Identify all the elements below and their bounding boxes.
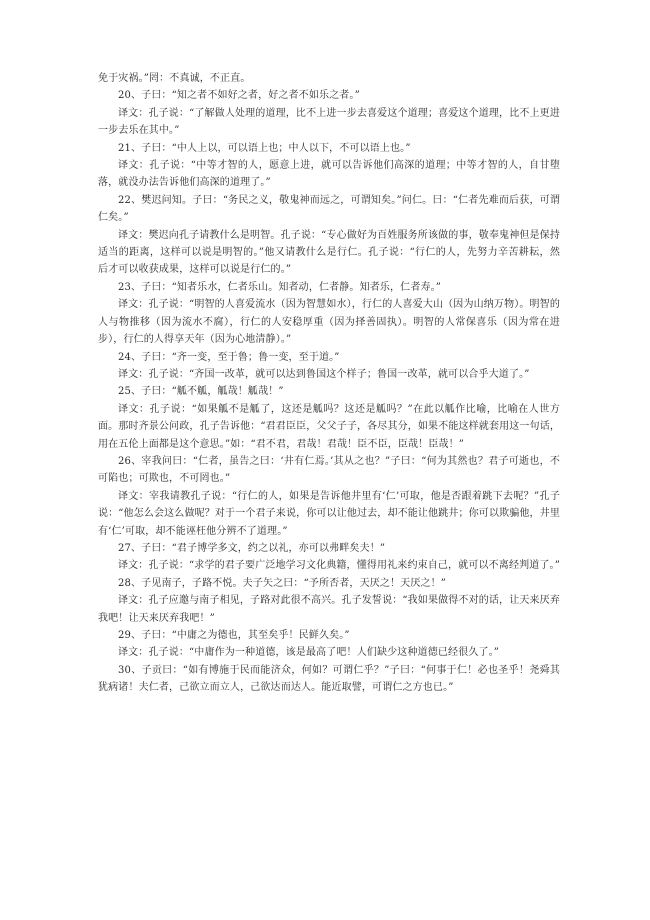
passage-29-original: 29、子曰：“中庸之为德也，其至矣乎！民鲜久矣。” bbox=[118, 630, 350, 641]
passage-25-translation: 译文：孔子说：“如果觚不是觚了，这还是觚吗？这还是觚吗？”在此以觚作比喻，比喻在人世方面。那时齐景公问政，孔子告诉他：“君君臣臣，父父子子，各尽其分，如果不能这样就套用这一句话，用在五伦上面都是这个意思。”如：“君不君，君哉！君哉！臣不臣，臣哉！臣哉！” bbox=[98, 403, 561, 450]
paragraph-continuation: 免于灾祸。”罔：不真诚，不正直。 bbox=[98, 73, 251, 84]
passage-30-original: 30、子贡曰：“如有博施于民而能济众，何如？可谓仁乎？”子曰：“何事于仁！必也圣乎！尧舜其犹病诸！夫仁者，己欲立而立人，己欲达而达人。能近取譬，可谓仁之方也已。” bbox=[98, 664, 560, 694]
passage-26-original: 26、宰我问曰：“仁者，虽告之曰：‘井有仁焉。’其从之也？”子曰：“何为其然也？君子可逝也，不可陷也；可欺也，不可罔也。” bbox=[98, 455, 560, 485]
passage-27-translation: 译文：孔子说：“求学的君子要广泛地学习文化典籍，懂得用礼来约束自己，就可以不离经判道了。” bbox=[118, 560, 560, 572]
document-page bbox=[98, 70, 560, 697]
passage-24-original: 24、子曰：“齐一变，至于鲁；鲁一变，至于道。” bbox=[118, 351, 340, 363]
passage-29-translation: 译文：孔子说：“中庸作为一种道德，该是最高了吧！人们缺少这种道德已经很久了。” bbox=[118, 647, 500, 659]
passage-22-original: 22、樊迟问知。子曰：“务民之义，敬鬼神而远之，可谓知矣。”问仁。曰：“仁者先难而后获，可谓仁矣。” bbox=[98, 194, 560, 224]
passage-27-original: 27、子曰：“君子博学多文，约之以礼，亦可以弗畔矣夫！” bbox=[118, 542, 386, 554]
passage-23-original: 23、子曰：“知者乐水，仁者乐山。知者动，仁者静。知者乐，仁者寿。” bbox=[118, 281, 442, 293]
passage-28-translation: 译文：孔子应邀与南子相见，子路对此很不高兴。孔子发誓说：“我如果做得不对的话，让天来厌弃我吧！让天来厌弃我吧！” bbox=[98, 595, 560, 624]
passage-20-original: 20、子曰：“知之者不如好之者，好之者不如乐之者。” bbox=[118, 90, 360, 102]
passage-23-translation: 译文：孔子说：“明智的人喜爱流水（因为智慧如水），行仁的人喜爱大山（因为山纳万物）。明智的人与物推移（因为流水不腐），行仁的人安稳厚重（因为择善固执）。明智的人常保喜乐（因为常在进步），行仁的人得享天年（因为心地清静）。” bbox=[98, 299, 560, 346]
passage-28-original: 28、子见南子，子路不悦。夫子矢之曰：“予所否者，天厌之！天厌之！” bbox=[118, 577, 447, 589]
passage-22-translation: 译文：樊迟向孔子请教什么是明智。孔子说：“专心做好为百姓服务所该做的事，敬奉鬼神但是保持适当的距离，这样可以说是明智的。”他又请教什么是行仁。孔子说：“行仁的人，先努力辛苦耕耘，然后才可以收获成果，这样可以说是行仁的。” bbox=[98, 229, 560, 276]
passage-26-translation: 译文：宰我请教孔子说：“行仁的人，如果是告诉他井里有‘仁’可取，他是否跟着跳下去呢？”孔子说：“他怎么会这么做呢？对于一个君子来说，你可以让他过去，却不能让他跳井；你可以欺骗他，井里有‘仁’可取，却不能诬枉他分辨不了道理。” bbox=[98, 490, 561, 537]
passage-25-original: 25、子曰：“觚不觚，觚哉！觚哉！” bbox=[118, 386, 284, 398]
passage-21-original: 21、子曰：“中人上以，可以语上也；中人以下，不可以语上也。” bbox=[118, 142, 411, 154]
passage-24-translation: 译文：孔子说：“齐国一改革，就可以达到鲁国这个样子；鲁国一改革，就可以合乎大道了。” bbox=[118, 368, 530, 380]
passage-20-translation: 译文：孔子说：“了解做人处理的道理，比不上进一步去喜爱这个道理；喜爱这个道理，比不上更进一步去乐在其中。” bbox=[98, 107, 560, 137]
passage-21-translation: 译文：孔子说：“中等才智的人，愿意上进，就可以告诉他们高深的道理；中等才智的人，自甘堕落，就没办法告诉他们高深的道理了。” bbox=[98, 160, 560, 189]
